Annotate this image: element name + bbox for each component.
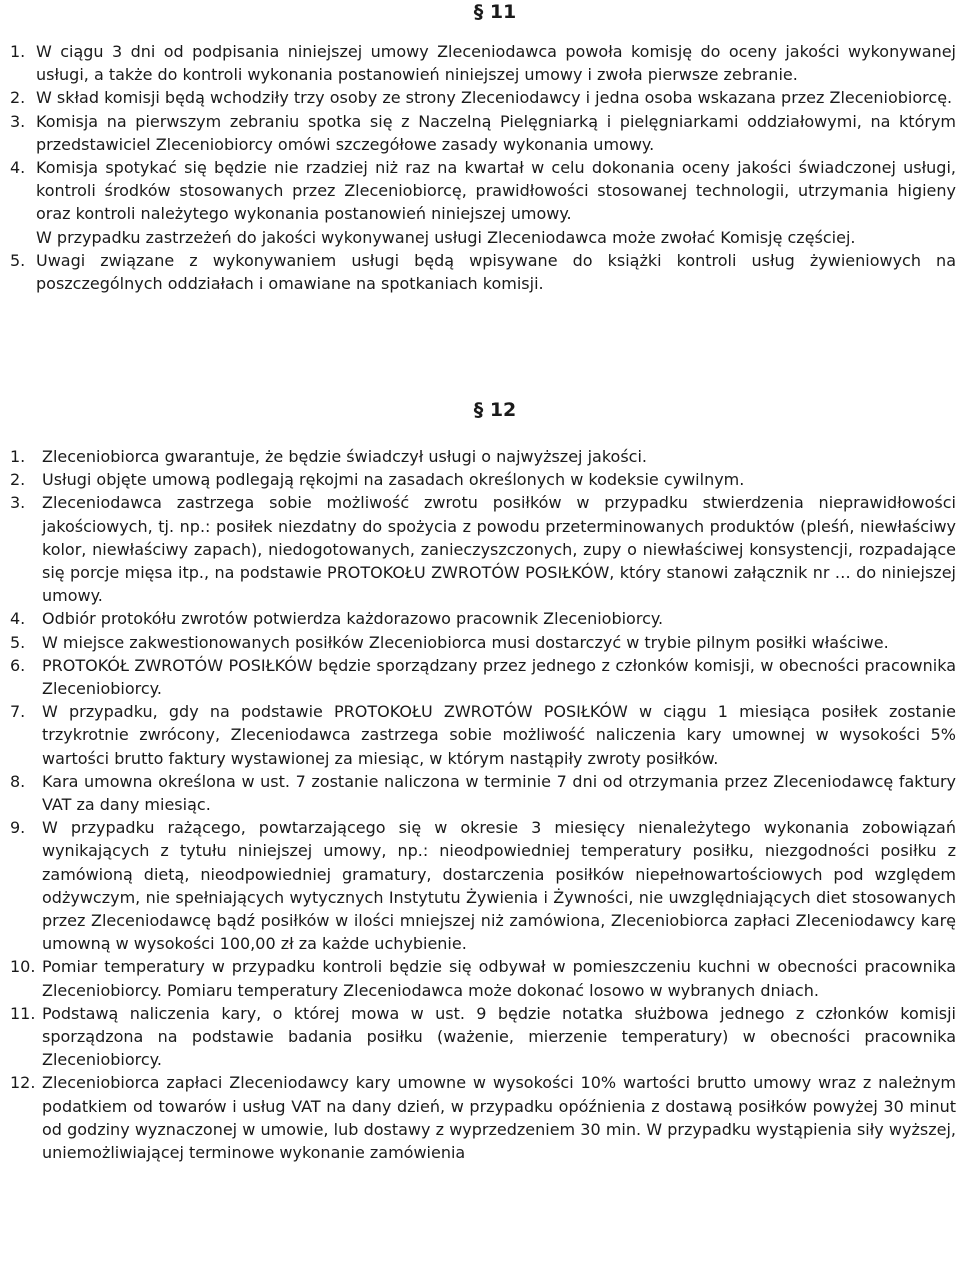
section-12-item-7 xyxy=(10,700,956,770)
item-text: Uwagi związane z wykonywaniem usługi będą wpisywane do książki kontroli usług żywieniowych na poszczególnych oddziałach i omawiane na spotkaniach komisji. xyxy=(36,250,956,294)
item-number: 11. xyxy=(10,1003,36,1023)
item-number: 5. xyxy=(10,632,26,652)
item-number: 4. xyxy=(10,609,26,629)
item-number: 5. xyxy=(10,250,26,270)
section-11-item-1 xyxy=(10,40,956,86)
section-12-item-11 xyxy=(10,1002,956,1072)
item-text: W przypadku rażącego, powtarzającego się w okresie 3 miesięcy nienależytego wykonania zobowiązań wynikających z tytułu niniejszej umowy, np.: nieodpowiedniej temperatury posiłku, niezgodności posiłku z zamówioną dietą, nieodpowiedniej gramatury, dostarczenia posiłków niepełnowartościowych pod względem odżywczym, nie spełniających wytycznych Instytutu Żywienia i Żywności, nie uwzględniających diet stosowanych przez Zleceniodawcę bądź posiłków w ilości mniejszej niż zamówiona, Zleceniobiorca zapłaci Zleceniodawcy karę umowną w wysokości 100,00 zł za każde uchybienie. xyxy=(42,818,956,954)
item-number: 1. xyxy=(10,42,26,61)
item-text: Usługi objęte umową podlegają rękojmi na zasadach określonych w kodeksie cywilnym. xyxy=(42,470,745,490)
section-11-item-4 xyxy=(10,156,956,249)
item-text: Komisja spotykać się będzie nie rzadziej niż raz na kwartał w celu dokonania oceny jakości świadczonej usługi, kontroli środków stosowanych przez Zleceniobiorcę, prawidłowości stosowanej technologii, utrzymania higieny oraz kontroli należytego wykonania postanowień niniejszej umowy. xyxy=(36,158,956,224)
section-12-item-1 xyxy=(10,445,956,468)
section-12-item-4 xyxy=(10,607,956,630)
item-text: W skład komisji będą wchodziły trzy osoby ze strony Zleceniodawcy i jedna osoba wskazana przez Zleceniobiorcę. xyxy=(36,88,953,108)
section-12-item-2 xyxy=(10,468,956,491)
item-text: PROTOKÓŁ ZWROTÓW POSIŁKÓW będzie sporządzany przez jednego z członków komisji, w obecności pracownika Zleceniobiorcy. xyxy=(42,655,956,699)
item-number: 7. xyxy=(10,702,26,722)
section-12-heading: § 12 xyxy=(473,399,517,421)
item-text: Odbiór protokółu zwrotów potwierdza każdorazowo pracownik Zleceniobiorcy. xyxy=(42,609,664,629)
item-number: 3. xyxy=(10,493,26,513)
item-number: 2. xyxy=(10,88,26,108)
section-12-item-12 xyxy=(10,1071,956,1164)
item-text: Zleceniobiorca gwarantuje, że będzie świadczył usługi o najwyższej jakości. xyxy=(42,447,647,466)
item-number: 8. xyxy=(10,771,26,791)
item-text: W miejsce zakwestionowanych posiłków Zleceniobiorca musi dostarczyć w trybie pilnym posiłki właściwe. xyxy=(42,632,889,652)
item-number: 6. xyxy=(10,655,26,675)
item-number: 1. xyxy=(10,447,26,466)
section-11-item-5 xyxy=(10,249,956,295)
item-number: 4. xyxy=(10,158,26,178)
item-text: Komisja na pierwszym zebraniu spotka się z Naczelną Pielęgniarką i pielęgniarkami oddziałowymi, na którym przedstawiciel Zleceniobiorcy omówi szczegółowe zasady wykonania umowy. xyxy=(36,111,956,154)
item-text: Podstawą naliczenia kary, o której mowa w ust. 9 będzie notatka służbowa jednego z członków komisji sporządzona na podstawie badania posiłku (ważenie, mierzenie temperatury) w obecności pracownika Zleceniobiorcy. xyxy=(42,1003,956,1070)
section-11-item-3 xyxy=(10,110,956,156)
item-text: Zleceniodawca zastrzega sobie możliwość zwrotu posiłków w przypadku stwierdzenia nieprawidłowości jakościowych, tj. np.: posiłek niezdatny do spożycia z powodu przeterminowanych produktów (pleśń, niewłaściwy kolor, niewłaściwy zapach), niedogotowanych, zanieczyszczonych, zupy o niewłaściwej konsystencji, rozpadające się porcje mięsa itp., na podstawie PROTOKOŁU ZWROTÓW POSIŁKÓW, który stanowi załącznik nr … do niniejszej umowy. xyxy=(42,493,956,606)
item-number: 9. xyxy=(10,818,26,838)
section-12-item-6 xyxy=(10,654,956,700)
item-text: Zleceniobiorca zapłaci Zleceniodawcy kary umowne w wysokości 10% wartości brutto umowy wraz z należnym podatkiem od towarów i usług VAT na dany dzień, w przypadku opóźnienia z dostawą posiłków powyżej 30 minut od godziny wyznaczonej w umowie, lub dostawy z wyprzedzeniem 30 min. W przypadku wystąpienia siły wyższej, uniemożliwiającej terminowe wykonanie zamówienia xyxy=(42,1073,956,1163)
item-text: Kara umowna określona w ust. 7 zostanie naliczona w terminie 7 dni od otrzymania przez Zleceniodawcę faktury VAT za dany miesiąc. xyxy=(42,771,956,815)
section-12-item-10 xyxy=(10,955,956,1001)
item-number: 12. xyxy=(10,1073,36,1093)
section-11-list xyxy=(10,40,956,295)
section-12-item-9 xyxy=(10,816,956,955)
item-text: Pomiar temperatury w przypadku kontroli będzie się odbywał w pomieszczeniu kuchni w obecności pracownika Zleceniobiorcy. Pomiaru temperatury Zleceniodawca może dokonać losowo w wybranych dniach. xyxy=(42,957,956,1000)
section-12-item-8 xyxy=(10,770,956,816)
item-text: W przypadku, gdy na podstawie PROTOKOŁU ZWROTÓW POSIŁKÓW w ciągu 1 miesiąca posiłek zostanie trzykrotnie zwrócony, Zleceniodawca zastrzega sobie możliwość naliczenia kary umownej w wysokości 5% wartości brutto faktury wystawionej za miesiąc, w którym nastąpiły zwroty posiłków. xyxy=(42,702,956,768)
item-number: 3. xyxy=(10,111,26,131)
section-11-item-2 xyxy=(10,86,956,109)
item-text-continuation: W przypadku zastrzeżeń do jakości wykonywanej usługi Zleceniodawca może zwołać Komisję częściej. xyxy=(36,227,856,247)
item-number: 2. xyxy=(10,470,26,490)
item-text: W ciągu 3 dni od podpisania niniejszej umowy Zleceniodawca powoła komisję do oceny jakości wykonywanej usługi, a także do kontroli wykonania postanowień niniejszej umowy i zwoła pierwsze zebranie. xyxy=(36,42,956,85)
section-12-item-3 xyxy=(10,491,956,607)
section-11-heading: § 11 xyxy=(473,1,517,23)
section-12-item-5 xyxy=(10,631,956,654)
section-12-list xyxy=(10,445,956,1164)
item-number: 10. xyxy=(10,957,36,977)
